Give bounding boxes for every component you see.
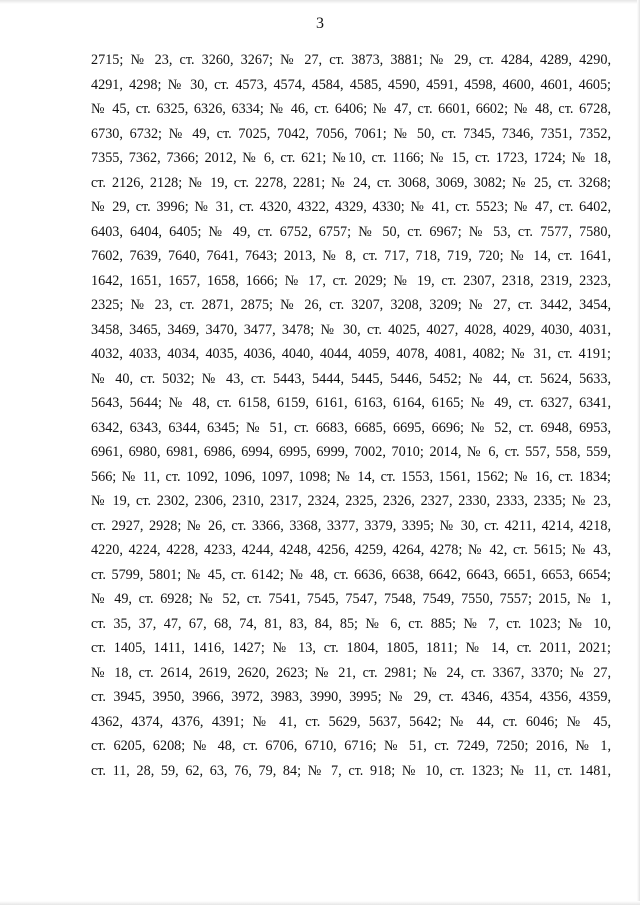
- text-line: 7355, 7362, 7366; 2012, № 6, ст. 621; №10, ст. 1166; № 15, ст. 1723, 1724; № 18,: [91, 150, 611, 166]
- text-line: № 29, ст. 3996; № 31, ст. 4320, 4322, 4329, 4330; № 41, ст. 5523; № 47, ст. 6402,: [91, 199, 611, 215]
- text-line: 6730, 6732; № 49, ст. 7025, 7042, 7056, 7061; № 50, ст. 7345, 7346, 7351, 7352,: [91, 125, 611, 142]
- text-line: ст. 2126, 2128; № 19, ст. 2278, 2281; № 24, ст. 3068, 3069, 3082; № 25, ст. 3268;: [91, 174, 611, 191]
- text-line: № 45, ст. 6325, 6326, 6334; № 46, ст. 6406; № 47, ст. 6601, 6602; № 48, ст. 6728,: [91, 101, 611, 117]
- text-line: № 49, ст. 6928; № 52, ст. 7541, 7545, 7547, 7548, 7549, 7550, 7557; 2015, № 1,: [91, 591, 611, 607]
- text-line: 7602, 7639, 7640, 7641, 7643; 2013, № 8, ст. 717, 718, 719, 720; № 14, ст. 1641,: [91, 248, 611, 264]
- text-line: № 40, ст. 5032; № 43, ст. 5443, 5444, 5445, 5446, 5452; № 44, ст. 5624, 5633,: [91, 370, 611, 387]
- text-line: ст. 5799, 5801; № 45, ст. 6142; № 48, ст. 6636, 6638, 6642, 6643, 6651, 6653, 6654;: [91, 566, 611, 583]
- text-line: ст. 6205, 6208; № 48, ст. 6706, 6710, 6716; № 51, ст. 7249, 7250; 2016, № 1,: [91, 738, 611, 754]
- text-line: 566; № 11, ст. 1092, 1096, 1097, 1098; № 14, ст. 1553, 1561, 1562; № 16, ст. 1834;: [91, 468, 611, 485]
- text-line: 6403, 6404, 6405; № 49, ст. 6752, 6757; № 50, ст. 6967; № 53, ст. 7577, 7580,: [91, 223, 611, 240]
- text-line: 4032, 4033, 4034, 4035, 4036, 4040, 4044, 4059, 4078, 4081, 4082; № 31, ст. 4191;: [91, 346, 611, 362]
- text-line: 2715; № 23, ст. 3260, 3267; № 27, ст. 3873, 3881; № 29, ст. 4284, 4289, 4290,: [91, 52, 611, 68]
- text-line: ст. 11, 28, 59, 62, 63, 76, 79, 84; № 7, ст. 918; № 10, ст. 1323; № 11, ст. 1481,: [91, 762, 611, 779]
- scan-edge-bottom: [0, 901, 640, 905]
- text-line: 4362, 4374, 4376, 4391; № 41, ст. 5629, 5637, 5642; № 44, ст. 6046; № 45,: [91, 713, 611, 730]
- text-line: 6342, 6343, 6344, 6345; № 51, ст. 6683, 6685, 6695, 6696; № 52, ст. 6948, 6953,: [91, 419, 611, 436]
- text-line: 6961, 6980, 6981, 6986, 6994, 6995, 6999, 7002, 7010; 2014, № 6, ст. 557, 558, 559,: [91, 444, 611, 460]
- text-line: ст. 3945, 3950, 3966, 3972, 3983, 3990, 3995; № 29, ст. 4346, 4354, 4356, 4359,: [91, 689, 611, 705]
- text-line: 4220, 4224, 4228, 4233, 4244, 4248, 4256, 4259, 4264, 4278; № 42, ст. 5615; № 43,: [91, 542, 611, 558]
- text-line: 3458, 3465, 3469, 3470, 3477, 3478; № 30, ст. 4025, 4027, 4028, 4029, 4030, 4031,: [91, 321, 611, 338]
- page-number: 3: [316, 15, 324, 32]
- text-line: № 19, ст. 2302, 2306, 2310, 2317, 2324, 2325, 2326, 2327, 2330, 2333, 2335; № 23,: [91, 493, 611, 509]
- text-line: 4291, 4298; № 30, ст. 4573, 4574, 4584, 4585, 4590, 4591, 4598, 4600, 4601, 4605;: [91, 76, 611, 93]
- body-text: [91, 48, 611, 783]
- text-line: 5643, 5644; № 48, ст. 6158, 6159, 6161, 6163, 6164, 6165; № 49, ст. 6327, 6341,: [91, 395, 611, 411]
- scan-edge-top: [0, 0, 640, 4]
- text-line: ст. 1405, 1411, 1416, 1427; № 13, ст. 1804, 1805, 1811; № 14, ст. 2011, 2021;: [91, 640, 611, 656]
- text-line: ст. 2927, 2928; № 26, ст. 3366, 3368, 3377, 3379, 3395; № 30, ст. 4211, 4214, 4218,: [91, 517, 611, 534]
- text-line: ст. 35, 37, 47, 67, 68, 74, 81, 83, 84, 85; № 6, ст. 885; № 7, ст. 1023; № 10,: [91, 615, 611, 632]
- text-line: № 18, ст. 2614, 2619, 2620, 2623; № 21, ст. 2981; № 24, ст. 3367, 3370; № 27,: [91, 664, 611, 681]
- text-line: 2325; № 23, ст. 2871, 2875; № 26, ст. 3207, 3208, 3209; № 27, ст. 3442, 3454,: [91, 297, 611, 313]
- text-line: 1642, 1651, 1657, 1658, 1666; № 17, ст. 2029; № 19, ст. 2307, 2318, 2319, 2323,: [91, 272, 611, 289]
